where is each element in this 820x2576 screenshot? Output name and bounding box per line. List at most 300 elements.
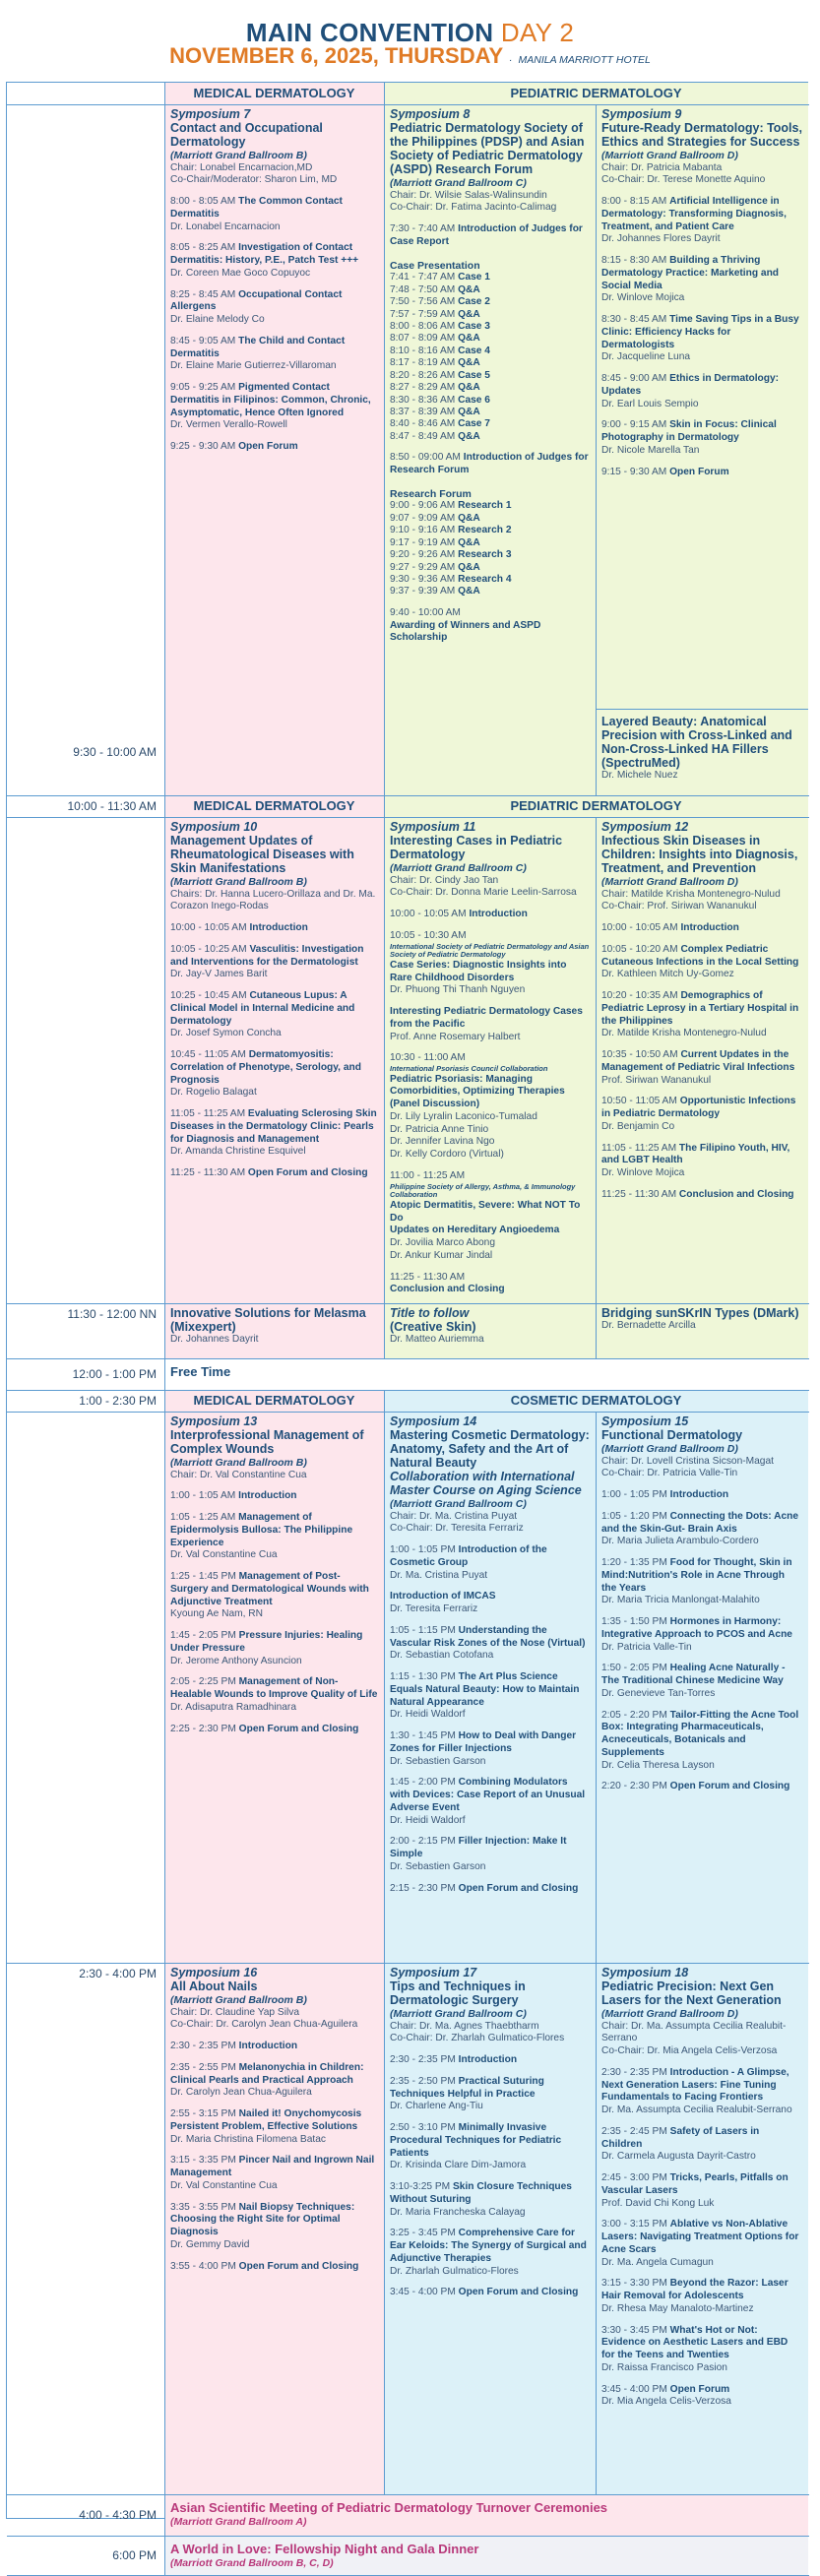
time-label: 10:00 - 11:30 AM (67, 798, 157, 813)
talk (601, 1143, 802, 1180)
symposium-17 (384, 1963, 596, 2494)
talk (390, 1170, 590, 1263)
research-slot (390, 549, 590, 561)
talk-title: Open Forum (669, 2383, 730, 2395)
case-label: Case 3 (458, 320, 490, 332)
talk-time: 7:30 - 7:40 AM (390, 223, 456, 235)
talk-title: Management of Epidermolysis Bullosa: The Philippine Experience (170, 1512, 353, 1548)
time-label: 9:30 - 10:00 AM (73, 744, 157, 759)
talk-time: 8:25 - 8:45 AM (170, 288, 236, 300)
symposium-cochair: Co-Chair: Dr. Patricia Valle-Tin (601, 1468, 738, 1479)
talk-time: 2:35 - 2:55 PM (170, 2061, 236, 2073)
symposium-chair: Chair: Lonabel Encarnacion,MD (170, 161, 313, 173)
talk-title: Open Forum (238, 441, 298, 453)
case-label: Case 1 (458, 272, 490, 283)
symposium-chair: Chair: Dr. Cindy Jao Tan (390, 874, 499, 886)
case-time: 8:00 - 8:06 AM (390, 320, 456, 332)
symposium-venue: (Marriott Grand Ballroom B) (170, 876, 307, 888)
symposium-venue: (Marriott Grand Ballroom C) (390, 862, 527, 874)
grid-line (7, 1963, 809, 1964)
talk (601, 255, 802, 305)
talk-title: What's Hot or Not: Evidence on Aesthetic Lasers and EBD for the Teens and Twenties (601, 2324, 788, 2361)
research-slot (390, 574, 590, 586)
talk-speaker: Dr. Gemmy David (170, 2238, 250, 2250)
talk (601, 467, 802, 479)
talk-speaker: Dr. Jacqueline Luna (601, 351, 691, 363)
talk-title: Introduction of the Cosmetic Group (390, 1544, 547, 1568)
talk (390, 2228, 590, 2278)
talk-speaker: Dr. Rogelio Balagat (170, 1087, 257, 1099)
grid-line (7, 795, 809, 796)
grid-line (596, 104, 597, 795)
talk (390, 1006, 590, 1043)
talk (170, 2108, 378, 2146)
talk-speaker: Dr. Sebastian Cotofana (390, 1650, 494, 1662)
schedule-grid (6, 82, 808, 2569)
turnover-ceremony (164, 2494, 808, 2536)
talk-speaker: Dr. Elaine Melody Co (170, 314, 265, 326)
talk-title: Vasculitis: Investigation and Interventions for the Dermatologist (170, 943, 364, 968)
talk (601, 314, 802, 364)
case-slot (390, 284, 590, 296)
research-slot (390, 525, 590, 536)
talk-time: 8:45 - 9:00 AM (601, 373, 667, 385)
talk-time: 3:45 - 4:00 PM (390, 2287, 456, 2298)
talk-title: Open Forum and Closing (458, 1882, 579, 1894)
talk (601, 1096, 802, 1133)
case-label: Q&A (458, 308, 480, 320)
symposium-title: Future-Ready Dermatology: Tools, Ethics and Strategies for Success (601, 121, 802, 149)
talk-time: 10:00 - 10:05 AM (390, 909, 467, 920)
case-slot (390, 333, 590, 345)
talk-speaker: Dr. Kelly Cordoro (Virtual) (390, 1149, 504, 1161)
symposium-cochair: Co-Chair: Dr. Fatima Jacinto-Calimag (390, 202, 557, 214)
talk-speaker: Dr. Earl Louis Sempio (601, 398, 699, 409)
case-label: Case 7 (458, 418, 490, 430)
symposium-chair: Chair: Matilde Krisha Montenegro-Nulud (601, 888, 781, 900)
talk (390, 1777, 590, 1827)
talk-title: Current Updates in the Management of Pediatric Viral Infections (601, 1049, 795, 1073)
talk-title: Investigation of Contact Dermatitis: History, P.E., Patch Test +++ (170, 242, 359, 267)
track-header-cosmetic: COSMETIC DERMATOLOGY (384, 1390, 808, 1412)
talk-speaker: Dr. Patricia Valle-Tin (601, 1641, 692, 1653)
symposium-title: Management Updates of Rheumatological Diseases with Skin Manifestations (170, 834, 354, 875)
talk-title: Open Forum and Closing (238, 2260, 359, 2272)
time-label: 4:00 - 4:30 PM (79, 2507, 157, 2522)
symposium-number: Symposium 9 (601, 107, 682, 121)
symposium-number: Symposium 8 (390, 107, 471, 121)
talk-time: 3:45 - 4:00 PM (601, 2383, 667, 2395)
symposium-venue: (Marriott Grand Ballroom C) (390, 177, 527, 189)
talk-time: 11:05 - 11:25 AM (601, 1142, 677, 1154)
case-time: 8:17 - 8:19 AM (390, 357, 456, 369)
talk-speaker: Dr. Jay-V James Barit (170, 969, 268, 980)
talk-speaker: Dr. Lonabel Encarnacion (170, 220, 281, 232)
talk-time: 10:35 - 10:50 AM (601, 1049, 678, 1061)
symposium-12 (596, 817, 808, 1303)
symposium-cochair: Co-Chair: Dr. Donna Marie Leelin-Sarrosa (390, 887, 577, 899)
talk (170, 441, 378, 454)
talk-time: 10:30 - 11:00 AM (390, 1052, 466, 1064)
talk-time: 8:05 - 8:25 AM (170, 242, 236, 254)
symposium-15 (596, 1412, 808, 1963)
case-slot (390, 382, 590, 394)
talk (601, 2219, 802, 2269)
grid-line (7, 2494, 809, 2495)
ceremony-title: Asian Scientific Meeting of Pediatric Dermatology Turnover Ceremonies (170, 2500, 608, 2515)
talk-title: Skin Closure Techniques Without Suturing (390, 2181, 572, 2205)
talk-title: Opportunistic Infections in Pediatric Dermatology (601, 1096, 796, 1120)
talk-title: Building a Thriving Dermatology Practice: Marketing and Social Media (601, 255, 780, 291)
talk-time: 2:25 - 2:30 PM (170, 1723, 236, 1734)
talk (170, 1049, 378, 1100)
awarding-time: 9:40 - 10:00 AM (390, 606, 461, 618)
talk-title: Safety of Lasers in Children (601, 2125, 760, 2150)
talk-title: Interesting Pediatric Dermatology Cases from the Pacific (390, 1006, 583, 1030)
talk-title: Practical Suturing Techniques Helpful in Practice (390, 2075, 544, 2100)
talk-speaker: Dr. Heidi Waldorf (390, 1709, 466, 1721)
time-label: 6:00 PM (112, 2547, 157, 2562)
talk (170, 2041, 378, 2053)
talk-time: 10:05 - 10:20 AM (601, 943, 678, 955)
talk-speaker: Dr. Winlove Mojica (601, 1167, 685, 1179)
talk-speaker: Dr. Sebastien Garson (390, 1755, 486, 1767)
talk-title: Melanonychia in Children: Clinical Pearls and Practical Approach (170, 2061, 364, 2086)
talk (170, 196, 378, 233)
talk-speaker: Kyoung Ae Nam, RN (170, 1608, 263, 1620)
case-label: Q&A (458, 333, 480, 345)
talk-time: 2:55 - 3:15 PM (170, 2108, 236, 2120)
talk (170, 2202, 378, 2252)
talk (601, 1781, 802, 1793)
talk-speaker: Dr. Raissa Francisco Pasion (601, 2361, 727, 2373)
research-label: Research 1 (458, 500, 512, 512)
talk (601, 1189, 802, 1202)
research-time: 9:17 - 9:19 AM (390, 536, 456, 548)
talk-speaker: Dr. Lily Lyralin Laconico-Tumalad (390, 1110, 537, 1122)
symposium-cochair: Co-Chair: Dr. Teresita Ferrariz (390, 1523, 524, 1535)
page-subtitle (0, 43, 820, 69)
case-slot (390, 431, 590, 443)
talk-time: 10:50 - 11:05 AM (601, 1096, 677, 1107)
symposium-venue: (Marriott Grand Ballroom D) (601, 150, 738, 161)
research-label: Research 2 (458, 525, 512, 536)
case-slot (390, 296, 590, 308)
talk (390, 2122, 590, 2172)
track-header-pediatric: PEDIATRIC DERMATOLOGY (384, 83, 808, 104)
talk (601, 419, 802, 457)
grid-line (7, 817, 809, 818)
talk-title: Nailed it! Onychomycosis Persistent Problem, Effective Solutions (170, 2108, 362, 2132)
talk-time: 8:50 - 09:00 AM (390, 452, 461, 464)
separator: · (508, 54, 513, 66)
talk-title: Pigmented Contact Dermatitis in Filipinos: Common, Chronic, Asymptomatic, Hence Often Ignored (170, 382, 371, 418)
talk-time: 3:30 - 3:45 PM (601, 2324, 667, 2336)
case-slot (390, 407, 590, 418)
talk-speaker: Dr. Adisaputra Ramadhinara (170, 1701, 296, 1713)
talk-time: 1:25 - 1:45 PM (170, 1571, 236, 1583)
symposium-cochair: Co-Chair: Dr. Carolyn Jean Chua-Aguilera (170, 2019, 358, 2031)
case-time: 8:47 - 8:49 AM (390, 430, 456, 442)
talk-time: 11:25 - 11:30 AM (601, 1188, 677, 1200)
case-label: Q&A (458, 283, 480, 295)
talk (170, 1512, 378, 1562)
talk-time: 2:20 - 2:30 PM (601, 1781, 667, 1792)
talk-time: 10:20 - 10:35 AM (601, 990, 678, 1002)
grid-line (7, 1412, 809, 1413)
talk-speaker: Dr. Amanda Christine Esquivel (170, 1146, 306, 1158)
talk (170, 1108, 378, 1159)
talk (601, 1049, 802, 1087)
research-slot (390, 562, 590, 574)
talk-time: 1:15 - 1:30 PM (390, 1671, 456, 1683)
free-time: Free Time (164, 1358, 808, 1390)
symposium-7 (164, 104, 384, 795)
talk (390, 1671, 590, 1722)
talk-time: 1:00 - 1:05 PM (601, 1489, 667, 1501)
talk-title: How to Deal with Danger Zones for Filler Injections (390, 1730, 577, 1754)
talk-title: The Art Plus Science Equals Natural Beauty: How to Maintain Natural Appearance (390, 1671, 580, 1708)
talk-title: Hormones in Harmony: Integrative Approach to PCOS and Acne (601, 1616, 792, 1640)
research-slot (390, 513, 590, 525)
talk-speaker: Dr. Maria Tricia Manlongat-Malahito (601, 1595, 760, 1606)
symposium-14 (384, 1412, 596, 1963)
talk-speaker: Dr. Ankur Kumar Jindal (390, 1249, 493, 1261)
case-presentation-label: Case Presentation (390, 259, 480, 272)
case-label: Q&A (458, 382, 480, 394)
symposium-chair: Chair: Dr. Ma. Cristina Puyat (390, 1510, 518, 1522)
talk (170, 922, 378, 935)
talk-speaker: Dr. Maria Francheska Calayag (390, 2206, 526, 2218)
talk-time: 11:00 - 11:25 AM (390, 1169, 466, 1181)
talk-title: Introduction of IMCAS (390, 1591, 496, 1602)
talk-time: 2:45 - 3:00 PM (601, 2172, 667, 2184)
talk-title: Beyond the Razor: Laser Hair Removal for Adolescents (601, 2278, 788, 2302)
talk (601, 1511, 802, 1548)
talk-title: Understanding the Vascular Risk Zones of the Nose (Virtual) (390, 1624, 586, 1649)
case-label: Q&A (458, 430, 480, 442)
talk-time: 8:15 - 8:30 AM (601, 255, 667, 267)
time-label: 11:30 - 12:00 NN (67, 1307, 157, 1321)
talk-title: Tricks, Pearls, Pitfalls on Vascular Lasers (601, 2172, 788, 2196)
talk (170, 1630, 378, 1667)
talk-speaker: Dr. Teresita Ferrariz (390, 1603, 478, 1615)
grid-line (7, 1358, 809, 1359)
talk-title: Introduction (249, 922, 308, 934)
case-label: Q&A (458, 407, 480, 417)
talk (170, 944, 378, 981)
symposium-title: Interprofessional Management of Complex Wounds (170, 1428, 364, 1456)
research-slot (390, 537, 590, 549)
talk-speaker: Prof. Siriwan Wananukul (601, 1074, 712, 1086)
grid-line (384, 83, 385, 1358)
lunch-title: Layered Beauty: Anatomical Precision with Cross-Linked and Non-Cross-Linked HA Fillers (SpectruMed) (601, 715, 792, 770)
talk-title: The Filipino Youth, HIV, and LGBT Health (601, 1142, 790, 1166)
symposium-venue: (Marriott Grand Ballroom D) (601, 1443, 738, 1455)
talk-speaker: Dr. Matilde Krisha Montenegro-Nulud (601, 1028, 767, 1039)
gala-dinner (164, 2536, 808, 2575)
talk (390, 1625, 590, 1663)
gala-title: A World in Love: Fellowship Night and Gala Dinner (170, 2542, 479, 2556)
grid-line (7, 104, 809, 105)
lunch-symposium-sunskrin (596, 1303, 808, 1358)
talk-title: Evaluating Sclerosing Skin Diseases in the Dermatology Clinic: Pearls for Diagnosis and Management (170, 1108, 377, 1145)
talk-time: 3:35 - 3:55 PM (170, 2201, 236, 2213)
talk (601, 2126, 802, 2164)
talk-title: Minimally Invasive Procedural Techniques for Pediatric Patients (390, 2122, 562, 2159)
lunch-symposium-layered-beauty (596, 709, 808, 795)
talk (390, 1730, 590, 1768)
symposium-title: Pediatric Dermatology Society of the Philippines (PDSP) and Asian Society of Pediatric Dermatology (ASPD) Research Forum (390, 121, 585, 176)
symposium-number: Symposium 12 (601, 820, 689, 834)
lunch-title: Bridging sunSKrIN Types (DMark) (601, 1306, 799, 1320)
grid-line (164, 83, 165, 2575)
talk (390, 1272, 590, 1297)
talk-time: 2:30 - 2:35 PM (390, 2054, 456, 2066)
case-label: Case 5 (458, 369, 490, 381)
time-label: 1:00 - 2:30 PM (79, 1393, 157, 1408)
talk-title: Open Forum and Closing (669, 1781, 790, 1792)
talk-collaboration: Philippine Society of Allergy, Asthma, & Immunology Collaboration (390, 1181, 576, 1200)
talk-title: Nail Biopsy Techniques: Choosing the Right Site for Optimal Diagnosis (170, 2201, 355, 2238)
talk (390, 223, 590, 249)
talk-time: 8:00 - 8:05 AM (170, 196, 236, 208)
talk-speaker: Dr. Josef Symon Concha (170, 1028, 282, 1039)
track-header-pediatric: PEDIATRIC DERMATOLOGY (384, 795, 808, 817)
talk-title: Introduction (458, 2054, 518, 2066)
symposium-title: Mastering Cosmetic Dermatology: Anatomy, Safety and the Art of Natural Beauty (390, 1428, 590, 1470)
talk-speaker: Dr. Coreen Mae Goco Copuyoc (170, 267, 311, 279)
symposium-cochair: Co-Chair: Dr. Zharlah Gulmatico-Flores (390, 2033, 565, 2044)
research-label: Q&A (458, 586, 480, 597)
talk-time: 1:05 - 1:15 PM (390, 1624, 456, 1636)
talk (390, 1591, 590, 1616)
case-slot (390, 321, 590, 333)
case-slot (390, 370, 590, 382)
talk-title: Complex Pediatric Cutaneous Infections in the Local Setting (601, 943, 799, 968)
talk (601, 1663, 802, 1700)
talk-title: Introduction (238, 2041, 298, 2052)
talk (170, 242, 378, 280)
talk-time: 2:30 - 2:35 PM (601, 2066, 667, 2078)
talk-speaker: Dr. Elaine Marie Gutierrez-Villaroman (170, 360, 337, 372)
talk-title: Introduction (469, 909, 528, 920)
talk (390, 1836, 590, 1873)
grid-line (7, 1390, 809, 1391)
research-time: 9:27 - 9:29 AM (390, 561, 456, 573)
symposium-9 (596, 104, 808, 709)
symposium-title: Tips and Techniques in Dermatologic Surgery (390, 1979, 526, 2007)
talk (170, 990, 378, 1040)
talk (390, 2287, 590, 2299)
lunch-speaker: Dr. Johannes Dayrit (170, 1334, 259, 1345)
talk-title: Filler Injection: Make It Simple (390, 1836, 567, 1860)
case-time: 8:10 - 8:16 AM (390, 345, 456, 356)
symposium-chair: Chair: Dr. Ma. Agnes Thaebtharm (390, 2020, 539, 2032)
talk (170, 2261, 378, 2274)
lunch-title: Title to follow (390, 1306, 470, 1320)
symposium-title: Contact and Occupational Dermatology (170, 121, 323, 149)
track-header-medical: MEDICAL DERMATOLOGY (164, 795, 384, 817)
talk-time: 1:05 - 1:20 PM (601, 1510, 667, 1522)
track-header-medical: MEDICAL DERMATOLOGY (164, 83, 384, 104)
talk-time: 11:25 - 11:30 AM (170, 1167, 246, 1179)
research-slot (390, 586, 590, 597)
symposium-title: Functional Dermatology (601, 1428, 743, 1442)
symposium-venue: (Marriott Grand Ballroom B) (170, 1994, 307, 2006)
talk-time: 1:35 - 1:50 PM (601, 1616, 667, 1628)
research-time: 9:37 - 9:39 AM (390, 586, 456, 597)
talk-time: 9:00 - 9:15 AM (601, 419, 667, 431)
talk-title: Pressure Injuries: Healing Under Pressure (170, 1630, 363, 1654)
symposium-venue: (Marriott Grand Ballroom B) (170, 150, 307, 161)
lunch-speaker: Dr. Matteo Auriemma (390, 1334, 484, 1345)
talk-time: 9:05 - 9:25 AM (170, 382, 236, 394)
talk (170, 2062, 378, 2100)
talk-time: 10:05 - 10:30 AM (390, 929, 467, 941)
talk-speaker: Dr. Carmela Augusta Dayrit-Castro (601, 2151, 756, 2163)
lunch-title: Innovative Solutions for Melasma (Mixexpert) (170, 1306, 366, 1334)
talk-title: Open Forum and Closing (238, 1723, 359, 1734)
track-header-medical: MEDICAL DERMATOLOGY (164, 1390, 384, 1412)
talk-speaker: Dr. Benjamin Co (601, 1120, 675, 1132)
talk (390, 909, 590, 921)
talk-speaker: Dr. Rhesa May Manaloto-Martinez (601, 2302, 754, 2314)
talk (170, 336, 378, 373)
talk (170, 382, 378, 432)
case-label: Case 6 (458, 394, 490, 406)
symposium-chair: Chairs: Dr. Hanna Lucero-Orillaza and Dr. Ma. Corazon Inego-Rodas (170, 888, 376, 912)
talk-title: Atopic Dermatitis, Severe: What NOT To Do (390, 1199, 581, 1224)
talk-time: 2:50 - 3:10 PM (390, 2122, 456, 2134)
symposium-number: Symposium 17 (390, 1966, 477, 1979)
symposium-cochair: Co-Chair: Dr. Mia Angela Celis-Verzosa (601, 2045, 778, 2057)
case-time: 7:57 - 7:59 AM (390, 308, 456, 320)
talk-title: Combining Modulators with Devices: Case Report of an Unusual Adverse Event (390, 1777, 586, 1813)
talk (601, 2067, 802, 2117)
talk-speaker: Dr. Carolyn Jean Chua-Aguilera (170, 2087, 312, 2099)
talk (170, 2155, 378, 2192)
talk-title: Skin in Focus: Clinical Photography in Dermatology (601, 419, 777, 444)
lunch-speaker: Dr. Michele Nuez (601, 770, 678, 781)
research-label: Q&A (458, 561, 480, 573)
talk (170, 1167, 378, 1180)
case-label: Q&A (458, 357, 480, 369)
talk-time: 1:00 - 1:05 AM (170, 1490, 236, 1502)
talk-speaker: Dr. Ma. Angela Cumagun (601, 2256, 714, 2268)
case-slot (390, 346, 590, 357)
symposium-number: Symposium 11 (390, 820, 476, 834)
symposium-number: Symposium 16 (170, 1966, 258, 1979)
talk-speaker: Dr. Maria Christina Filomena Batac (170, 2133, 326, 2145)
talk-title: Healing Acne Naturally - The Traditional Chinese Medicine Way (601, 1663, 786, 1687)
talk-time: 1:05 - 1:25 AM (170, 1512, 236, 1524)
talk-title: Introduction (680, 922, 739, 934)
case-slot (390, 272, 590, 283)
symposium-collab: Collaboration with International Master Course on Aging Science (390, 1470, 582, 1497)
talk-time: 11:25 - 11:30 AM (390, 1271, 466, 1283)
symposium-number: Symposium 15 (601, 1414, 689, 1428)
talk-time: 1:00 - 1:05 PM (390, 1544, 456, 1556)
symposium-13 (164, 1412, 384, 1963)
grid-line (596, 709, 808, 710)
talk (170, 1724, 378, 1736)
research-time: 9:30 - 9:36 AM (390, 574, 456, 586)
symposium-venue: (Marriott Grand Ballroom D) (601, 2008, 738, 2020)
research-forum-label: Research Forum (390, 487, 472, 500)
talk (170, 1676, 378, 1714)
talk-time: 2:35 - 2:50 PM (390, 2075, 456, 2087)
